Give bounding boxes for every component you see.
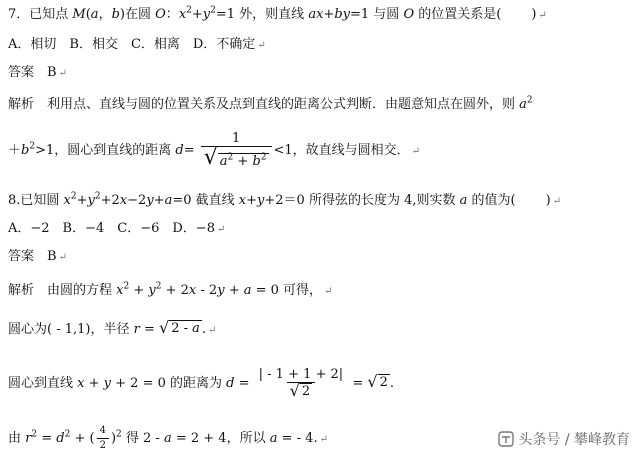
q7-options: A．相切 B．相交 C．相离 D．不确定 ↵	[8, 37, 266, 52]
toutiao-logo-icon	[498, 431, 514, 447]
distance-fraction-2: | - 1 + 1 + 2| √ 2	[258, 366, 344, 400]
radius-sqrt: √ 2 - a	[159, 318, 200, 337]
q8-final: 由 $r^2 = d^2$ + ( $\frac{4}{2}$ )$^2$ 得 2 - a = 2 + 4，所以 a = - 4. ↵	[8, 425, 328, 451]
q8-answer: 答案 B ↵	[8, 249, 67, 264]
q7-answer: 答案 B ↵	[8, 65, 67, 80]
q8-center: 圆心为( - 1,1)，半径 r = √ 2 - a . ↵	[8, 318, 217, 337]
q7-analysis: 解析 利用点、直线与圆的位置关系及点到直线的距离公式判断．由题意知点在圆外，则 $a^2$	[8, 95, 533, 112]
watermark-text: 头条号 / 攀峰教育	[518, 432, 630, 448]
q7-stem: 7．已知点 M(a，b)在圆 O：$x^2+y^2=1$ 外，则直线 ax+by=1 与圆 O 的位置关系是( ) ↵	[8, 5, 547, 22]
result-sqrt: √ 2	[367, 372, 388, 391]
q8-stem: 8.已知圆 $x^2+y^2+2x-2y+a=0$ 截直线 x+y+2＝0 所得弦的长度为 4,则实数 a 的值为( ) ↵	[8, 191, 562, 208]
den-sqrt: √ 2	[289, 380, 311, 400]
distance-fraction: 1 √ $a^2 + b^2$	[201, 132, 272, 169]
q8-options: A．−2 B．−4 C．−6 D．−8 ↵	[8, 221, 226, 236]
q8-distance: 圆心到直线 x + y + 2 = 0 的距离为 d = | - 1 + 1 + 2| √ 2 = √ 2 .	[8, 366, 394, 400]
q8-analysis: 解析 由圆的方程 $x^2 + y^2 + 2x - 2y + a = 0$ 可得， ↵	[8, 281, 333, 298]
watermark	[498, 429, 630, 449]
q7-analysis-cont: $+b^2>1$，圆心到直线的距离 d= 1 √ $a^2 + b^2$ <1，故直线与圆相交． ↵	[8, 131, 421, 170]
sqrt-radical: √ $a^2 + b^2$	[203, 145, 267, 170]
half-chord-fraction: $\frac{4}{2}$	[97, 424, 109, 453]
